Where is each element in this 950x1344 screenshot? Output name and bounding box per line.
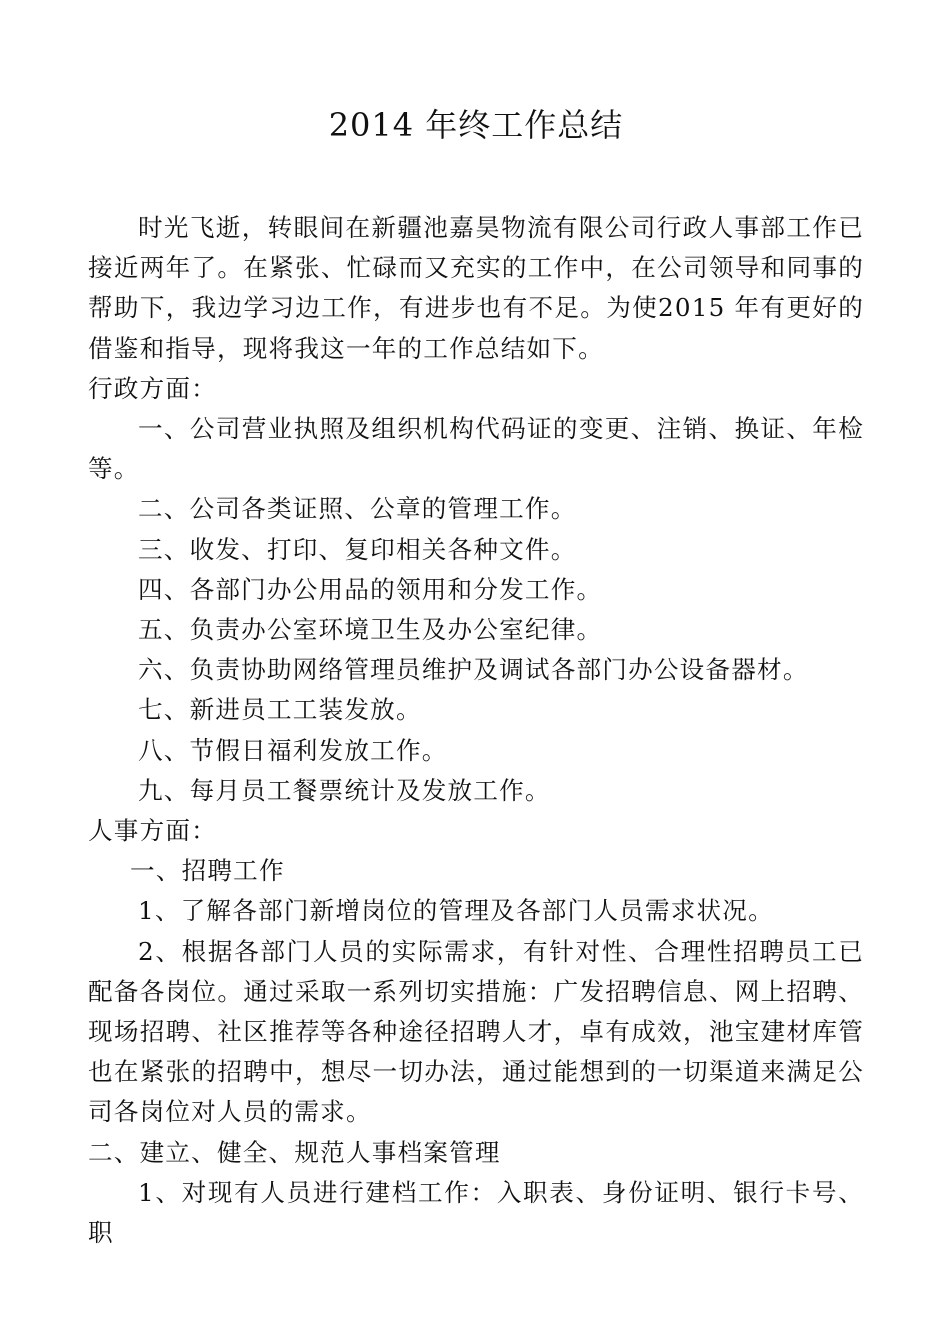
hr-recruitment-item-2: 2、根据各部门人员的实际需求，有针对性、合理性招聘员工已配备各岗位。通过采取一系列切实措施：广发招聘信息、网上招聘、现场招聘、社区推荐等各种途径招聘人才，卓有成效，池宝建材库管也在紧张的招聘中，想尽一切办法，通过能想到的一切渠道来满足公司各岗位对人员的需求。 bbox=[88, 936, 864, 1127]
hr-subheading-recruitment: 一、招聘工作 bbox=[130, 856, 285, 886]
hr-archives-item-1: 1、对现有人员进行建档工作：入职表、身份证明、银行卡号、职 bbox=[88, 1177, 864, 1248]
admin-item-3: 三、收发、打印、复印相关各种文件。 bbox=[138, 534, 577, 564]
hr-subheading-archives: 二、建立、健全、规范人事档案管理 bbox=[88, 1137, 501, 1167]
admin-item-5: 五、负责办公室环境卫生及办公室纪律。 bbox=[138, 615, 603, 645]
admin-item-4: 四、各部门办公用品的领用和分发工作。 bbox=[138, 574, 603, 604]
intro-paragraph: 时光飞逝，转眼间在新疆池嘉昊物流有限公司行政人事部工作已接近两年了。在紧张、忙碌而又充实的工作中，在公司领导和同事的帮助下，我边学习边工作，有进步也有不足。为使2015 年有更好的借鉴和指导，现将我这一年的工作总结如下。 bbox=[88, 213, 864, 363]
admin-item-8: 八、节假日福利发放工作。 bbox=[138, 735, 448, 765]
admin-item-1: 一、公司营业执照及组织机构代码证的变更、注销、换证、年检等。 bbox=[88, 414, 864, 484]
admin-item-6: 六、负责协助网络管理员维护及调试各部门办公设备器材。 bbox=[138, 655, 809, 685]
admin-item-2: 二、公司各类证照、公章的管理工作。 bbox=[138, 494, 577, 524]
hr-recruitment-item-1: 1、了解各部门新增岗位的管理及各部门人员需求状况。 bbox=[138, 896, 774, 926]
admin-item-7: 七、新进员工工装发放。 bbox=[138, 695, 422, 725]
admin-heading: 行政方面： bbox=[88, 373, 217, 403]
admin-item-9: 九、每月员工餐票统计及发放工作。 bbox=[138, 775, 551, 805]
hr-heading: 人事方面： bbox=[88, 816, 217, 846]
document-title: 2014 年终工作总结 bbox=[328, 106, 624, 144]
document-body bbox=[88, 208, 864, 1253]
